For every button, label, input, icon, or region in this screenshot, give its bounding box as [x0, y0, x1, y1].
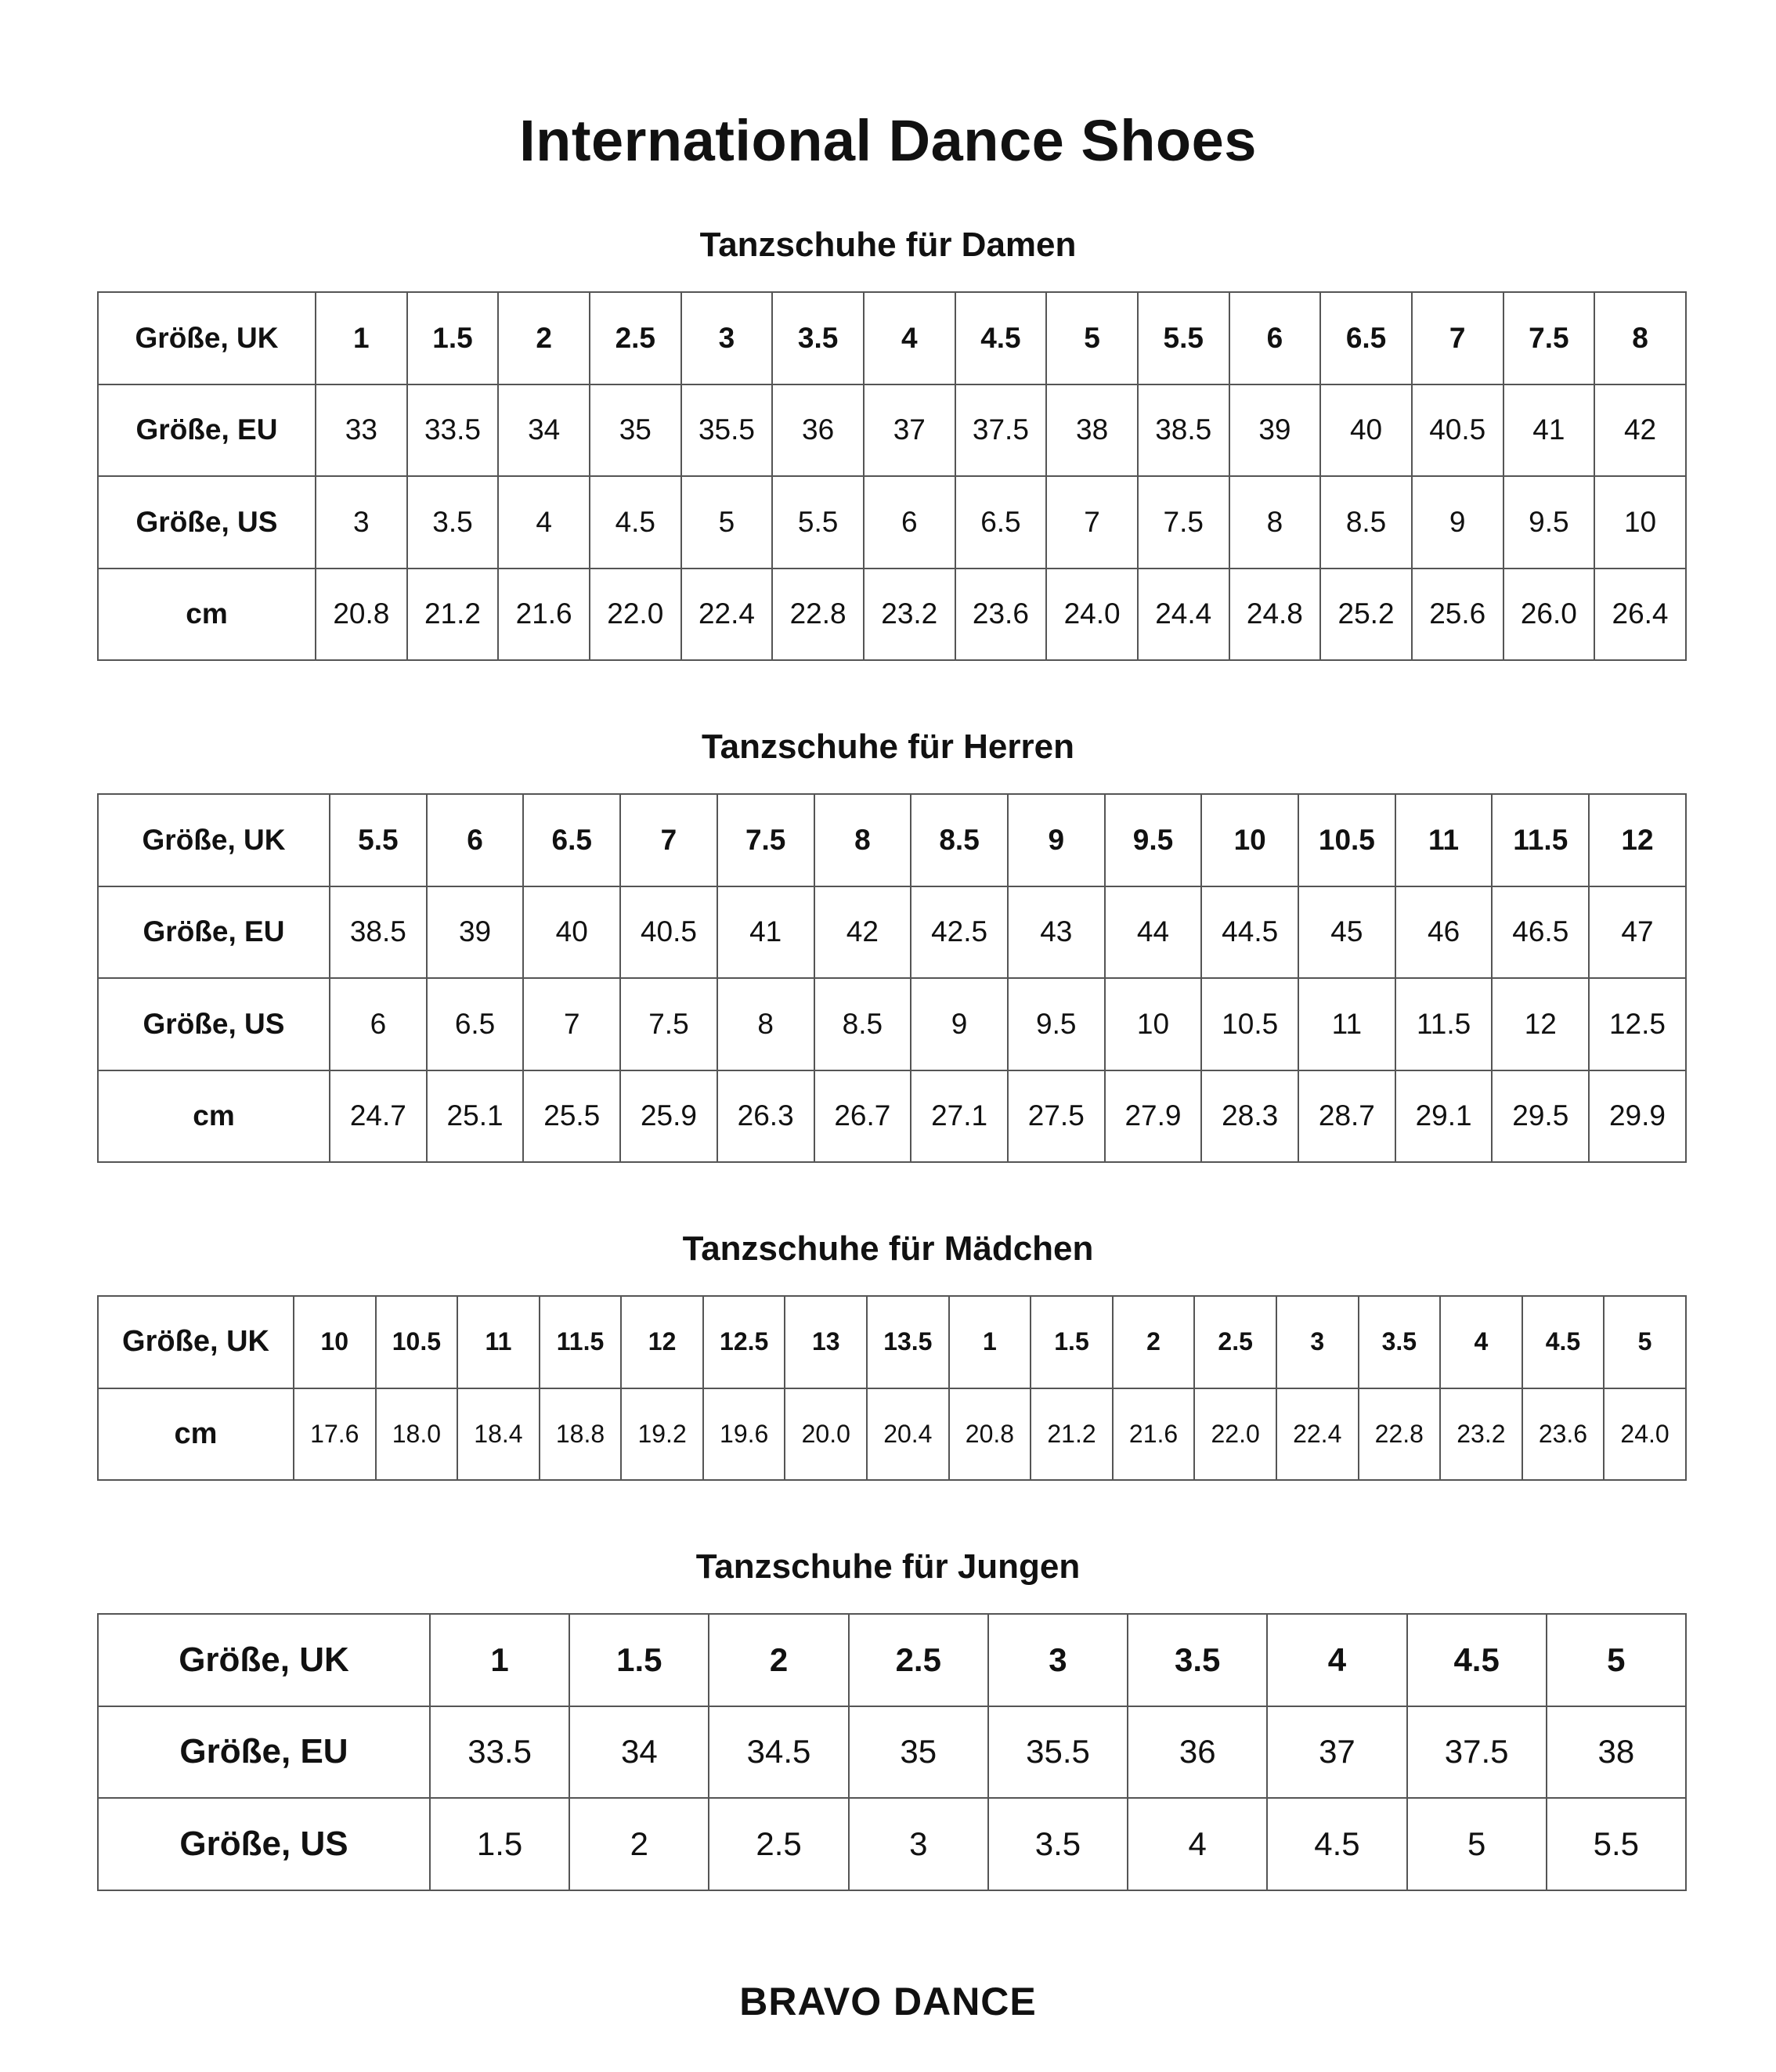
table-cell: 7 [1046, 476, 1138, 569]
table-cell: 4.5 [1407, 1614, 1547, 1706]
table-cell: 42.5 [911, 886, 1008, 979]
table-cell: 1 [316, 292, 407, 384]
table-cell: 3 [988, 1614, 1128, 1706]
table-cell: 44 [1105, 886, 1202, 979]
table-cell: 2 [498, 292, 590, 384]
row-label: cm [98, 1388, 294, 1481]
table-cell: 17.6 [294, 1388, 376, 1481]
table-cell: 10 [294, 1296, 376, 1388]
table-cell: 37 [864, 384, 955, 477]
table-cell: 22.0 [590, 569, 681, 661]
table-cell: 23.6 [1522, 1388, 1605, 1481]
table-cell: 5 [1407, 1798, 1547, 1890]
table-row [98, 886, 1686, 979]
table-cell: 40 [1320, 384, 1412, 477]
table-cell: 45 [1298, 886, 1395, 979]
table-cell: 26.7 [814, 1070, 911, 1163]
table-cell: 9 [911, 978, 1008, 1070]
table-cell: 33 [316, 384, 407, 477]
table-cell: 8 [1594, 292, 1686, 384]
table-cell: 3.5 [772, 292, 864, 384]
table-cell: 9.5 [1503, 476, 1595, 569]
table-cell: 38.5 [330, 886, 427, 979]
size-table-damen [97, 291, 1687, 661]
table-cell: 11.5 [540, 1296, 622, 1388]
table-cell: 26.0 [1503, 569, 1595, 661]
table-cell: 18.4 [457, 1388, 540, 1481]
table-cell: 20.8 [949, 1388, 1031, 1481]
footer-brand: BRAVO DANCE [739, 1980, 1037, 2023]
table-cell: 3 [849, 1798, 988, 1890]
table-cell: 21.6 [498, 569, 590, 661]
table-cell: 6.5 [523, 794, 620, 886]
table-cell: 2.5 [849, 1614, 988, 1706]
table-cell: 3.5 [1359, 1296, 1441, 1388]
table-cell: 3 [1276, 1296, 1359, 1388]
table-cell: 1 [430, 1614, 569, 1706]
section-title-damen: Tanzschuhe für Damen [699, 226, 1077, 264]
section-title-herren: Tanzschuhe für Herren [702, 727, 1074, 766]
table-cell: 47 [1589, 886, 1686, 979]
table-cell: 41 [1503, 384, 1595, 477]
table-cell: 9 [1008, 794, 1105, 886]
table-cell: 2.5 [590, 292, 681, 384]
table-cell: 29.5 [1492, 1070, 1589, 1163]
table-cell: 21.6 [1113, 1388, 1195, 1481]
table-cell: 20.8 [316, 569, 407, 661]
table-cell: 27.5 [1008, 1070, 1105, 1163]
table-cell: 3.5 [407, 476, 499, 569]
table-cell: 2 [1113, 1296, 1195, 1388]
table-cell: 41 [717, 886, 814, 979]
table-cell: 26.4 [1594, 569, 1686, 661]
table-cell: 24.0 [1046, 569, 1138, 661]
table-cell: 1 [949, 1296, 1031, 1388]
table-cell: 6.5 [1320, 292, 1412, 384]
table-cell: 21.2 [1031, 1388, 1113, 1481]
table-cell: 2.5 [1194, 1296, 1276, 1388]
row-label: Größe, UK [98, 794, 330, 886]
table-cell: 11 [1298, 978, 1395, 1070]
table-cell: 6 [864, 476, 955, 569]
table-cell: 8.5 [911, 794, 1008, 886]
table-cell: 12.5 [1589, 978, 1686, 1070]
table-cell: 39 [427, 886, 524, 979]
table-cell: 25.9 [620, 1070, 717, 1163]
table-cell: 8 [717, 978, 814, 1070]
size-table-jungen [97, 1613, 1687, 1891]
table-cell: 24.4 [1138, 569, 1229, 661]
table-cell: 9 [1412, 476, 1503, 569]
table-cell: 1.5 [1031, 1296, 1113, 1388]
table-cell: 27.1 [911, 1070, 1008, 1163]
table-cell: 37.5 [1407, 1706, 1547, 1799]
table-cell: 7.5 [717, 794, 814, 886]
table-cell: 24.8 [1229, 569, 1321, 661]
table-cell: 34 [498, 384, 590, 477]
table-cell: 12 [1492, 978, 1589, 1070]
row-label: Größe, US [98, 476, 316, 569]
table-cell: 35.5 [988, 1706, 1128, 1799]
page-title: International Dance Shoes [519, 108, 1257, 173]
table-cell: 12.5 [703, 1296, 785, 1388]
table-cell: 22.8 [772, 569, 864, 661]
table-cell: 7 [620, 794, 717, 886]
table-cell: 6.5 [427, 978, 524, 1070]
table-cell: 34 [569, 1706, 709, 1799]
table-cell: 5 [1547, 1614, 1686, 1706]
table-row [98, 794, 1686, 886]
section-title-jungen: Tanzschuhe für Jungen [695, 1547, 1081, 1586]
table-cell: 23.2 [864, 569, 955, 661]
table-cell: 38.5 [1138, 384, 1229, 477]
table-cell: 5 [1604, 1296, 1686, 1388]
table-cell: 2.5 [709, 1798, 848, 1890]
table-cell: 46.5 [1492, 886, 1589, 979]
table-cell: 19.2 [621, 1388, 703, 1481]
table-cell: 40 [523, 886, 620, 979]
table-cell: 4.5 [590, 476, 681, 569]
table-row [98, 1388, 1686, 1481]
table-cell: 22.8 [1359, 1388, 1441, 1481]
table-cell: 44.5 [1201, 886, 1298, 979]
table-row [98, 1706, 1686, 1799]
table-cell: 29.1 [1395, 1070, 1493, 1163]
table-cell: 35 [590, 384, 681, 477]
table-cell: 6 [427, 794, 524, 886]
table-cell: 28.7 [1298, 1070, 1395, 1163]
table-cell: 29.9 [1589, 1070, 1686, 1163]
table-cell: 12 [621, 1296, 703, 1388]
table-cell: 4 [1128, 1798, 1267, 1890]
table-cell: 38 [1046, 384, 1138, 477]
table-row [98, 1614, 1686, 1706]
table-cell: 8 [1229, 476, 1321, 569]
table-cell: 11.5 [1395, 978, 1493, 1070]
table-cell: 4 [864, 292, 955, 384]
table-cell: 7 [523, 978, 620, 1070]
table-cell: 33.5 [407, 384, 499, 477]
table-cell: 4.5 [1522, 1296, 1605, 1388]
row-label: Größe, UK [98, 1296, 294, 1388]
table-cell: 8 [814, 794, 911, 886]
table-cell: 20.0 [785, 1388, 867, 1481]
table-cell: 13 [785, 1296, 867, 1388]
table-cell: 34.5 [709, 1706, 848, 1799]
size-table-maedchen [97, 1295, 1687, 1481]
table-cell: 7.5 [1503, 292, 1595, 384]
table-cell: 2 [569, 1798, 709, 1890]
table-cell: 46 [1395, 886, 1493, 979]
table-cell: 1.5 [569, 1614, 709, 1706]
table-cell: 40.5 [1412, 384, 1503, 477]
table-cell: 1.5 [430, 1798, 569, 1890]
row-label: cm [98, 1070, 330, 1163]
table-cell: 39 [1229, 384, 1321, 477]
table-cell: 8.5 [1320, 476, 1412, 569]
row-label: cm [98, 569, 316, 661]
table-cell: 37.5 [955, 384, 1047, 477]
table-row [98, 1798, 1686, 1890]
table-cell: 3 [681, 292, 773, 384]
table-cell: 11.5 [1492, 794, 1589, 886]
table-cell: 4.5 [955, 292, 1047, 384]
table-cell: 28.3 [1201, 1070, 1298, 1163]
table-cell: 20.4 [867, 1388, 949, 1481]
section-title-maedchen: Tanzschuhe für Mädchen [682, 1229, 1094, 1268]
table-cell: 5.5 [1138, 292, 1229, 384]
table-cell: 37 [1267, 1706, 1406, 1799]
row-label: Größe, EU [98, 886, 330, 979]
table-cell: 5.5 [772, 476, 864, 569]
table-cell: 10 [1201, 794, 1298, 886]
table-cell: 33.5 [430, 1706, 569, 1799]
table-cell: 10 [1105, 978, 1202, 1070]
table-cell: 25.6 [1412, 569, 1503, 661]
table-cell: 25.5 [523, 1070, 620, 1163]
table-cell: 3.5 [988, 1798, 1128, 1890]
table-row [98, 292, 1686, 384]
table-cell: 5.5 [330, 794, 427, 886]
table-cell: 21.2 [407, 569, 499, 661]
table-cell: 7.5 [1138, 476, 1229, 569]
table-cell: 42 [814, 886, 911, 979]
table-cell: 40.5 [620, 886, 717, 979]
table-cell: 7.5 [620, 978, 717, 1070]
table-cell: 24.0 [1604, 1388, 1686, 1481]
table-cell: 35 [849, 1706, 988, 1799]
table-cell: 25.1 [427, 1070, 524, 1163]
table-cell: 8.5 [814, 978, 911, 1070]
row-label: Größe, UK [98, 1614, 430, 1706]
row-label: Größe, US [98, 1798, 430, 1890]
table-cell: 3 [316, 476, 407, 569]
table-row [98, 1296, 1686, 1388]
table-cell: 1.5 [407, 292, 499, 384]
table-cell: 18.0 [376, 1388, 458, 1481]
table-cell: 4 [1267, 1614, 1406, 1706]
table-cell: 24.7 [330, 1070, 427, 1163]
table-cell: 12 [1589, 794, 1686, 886]
table-cell: 19.6 [703, 1388, 785, 1481]
row-label: Größe, UK [98, 292, 316, 384]
table-cell: 2 [709, 1614, 848, 1706]
table-cell: 43 [1008, 886, 1105, 979]
table-cell: 22.4 [1276, 1388, 1359, 1481]
table-row [98, 476, 1686, 569]
table-cell: 3.5 [1128, 1614, 1267, 1706]
table-cell: 36 [1128, 1706, 1267, 1799]
table-cell: 4 [498, 476, 590, 569]
table-cell: 13.5 [867, 1296, 949, 1388]
table-cell: 6.5 [955, 476, 1047, 569]
table-cell: 36 [772, 384, 864, 477]
table-cell: 11 [1395, 794, 1493, 886]
table-cell: 25.2 [1320, 569, 1412, 661]
table-cell: 9.5 [1008, 978, 1105, 1070]
table-row [98, 978, 1686, 1070]
table-cell: 23.6 [955, 569, 1047, 661]
row-label: Größe, EU [98, 1706, 430, 1799]
table-cell: 27.9 [1105, 1070, 1202, 1163]
table-cell: 22.4 [681, 569, 773, 661]
table-cell: 11 [457, 1296, 540, 1388]
table-cell: 7 [1412, 292, 1503, 384]
table-cell: 42 [1594, 384, 1686, 477]
table-cell: 10.5 [1201, 978, 1298, 1070]
row-label: Größe, EU [98, 384, 316, 477]
table-cell: 9.5 [1105, 794, 1202, 886]
size-table-herren [97, 793, 1687, 1163]
table-cell: 4 [1440, 1296, 1522, 1388]
table-cell: 26.3 [717, 1070, 814, 1163]
table-cell: 35.5 [681, 384, 773, 477]
table-cell: 22.0 [1194, 1388, 1276, 1481]
table-cell: 4.5 [1267, 1798, 1406, 1890]
table-cell: 5.5 [1547, 1798, 1686, 1890]
table-cell: 6 [330, 978, 427, 1070]
table-cell: 38 [1547, 1706, 1686, 1799]
table-cell: 23.2 [1440, 1388, 1522, 1481]
table-cell: 5 [681, 476, 773, 569]
row-label: Größe, US [98, 978, 330, 1070]
table-row [98, 384, 1686, 477]
table-cell: 5 [1046, 292, 1138, 384]
table-cell: 10 [1594, 476, 1686, 569]
table-row [98, 569, 1686, 661]
table-cell: 10.5 [1298, 794, 1395, 886]
table-row [98, 1070, 1686, 1163]
table-cell: 6 [1229, 292, 1321, 384]
table-cell: 10.5 [376, 1296, 458, 1388]
table-cell: 18.8 [540, 1388, 622, 1481]
